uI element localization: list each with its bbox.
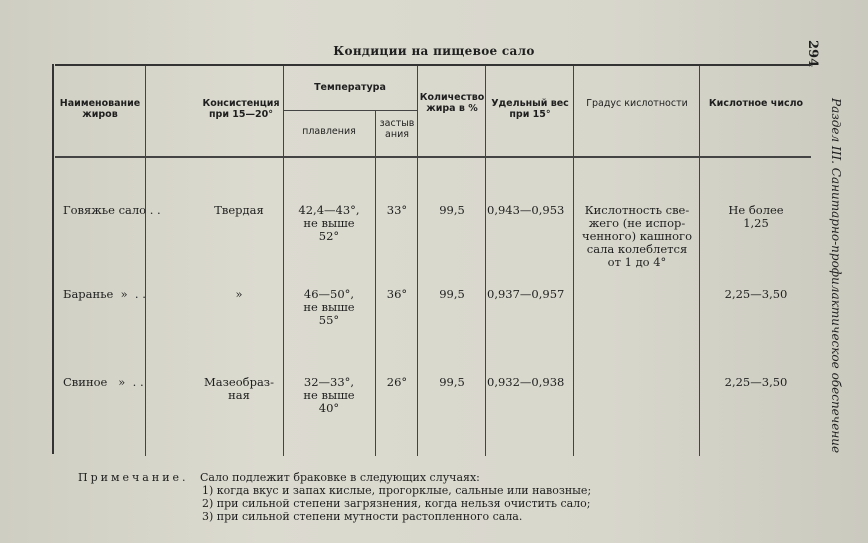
row2-solidification: 36°: [386, 287, 408, 301]
row1-fat: 99,5: [439, 203, 465, 217]
note-item: 2) при сильной степени загрязнения, когда нельзя очистить сало;: [202, 497, 591, 510]
note-intro: Сало подлежит браковке в следующих случаях:: [200, 471, 480, 484]
page-number: 294: [805, 40, 820, 68]
header-solidification: застывания: [379, 118, 415, 140]
col-divider: [485, 66, 486, 456]
row1-melting: 42,4—43°, не выше 52°: [298, 203, 360, 243]
note-label: Примечание.: [78, 471, 189, 484]
row3-consistency: Мазеобраз- ная: [204, 375, 274, 402]
col-divider: [417, 66, 418, 456]
temp-subheader-rule: [283, 110, 417, 111]
row3-acid-number: 2,25—3,50: [724, 375, 788, 389]
header-fat: Количество жира в %: [419, 92, 485, 114]
col-divider: [145, 66, 146, 456]
row3-name: Свиное » . .: [63, 375, 144, 389]
row1-acidity: Кислотность све- жего (не испор- ченного) кашного сала колеблется от 1 до 4°: [581, 203, 693, 269]
row1-solidification: 33°: [386, 203, 408, 217]
col-divider: [699, 66, 700, 456]
table-title: Кондиции на пищевое сало: [333, 44, 535, 58]
header-temperature: Температура: [314, 82, 386, 93]
header-rule: [55, 156, 811, 158]
note-item: 3) при сильной степени мутности растопленного сала.: [202, 510, 523, 523]
row3-fat: 99,5: [439, 375, 465, 389]
row2-melting: 46—50°, не выше 55°: [303, 287, 355, 327]
header-name: Наименование жиров: [59, 98, 141, 120]
row2-acid-number: 2,25—3,50: [724, 287, 788, 301]
row1-gravity: 0,943—0,953: [487, 203, 565, 217]
header-melting: плавления: [302, 126, 356, 137]
row1-consistency: Твердая: [214, 203, 264, 217]
running-title: Раздел III. Санитарно-профилактическое обеспечение: [829, 98, 843, 454]
header-gravity: Удельный вес при 15°: [491, 98, 569, 120]
row1-acid-number: Не более 1,25: [728, 203, 784, 230]
row3-solidification: 26°: [386, 375, 408, 389]
header-consistency: Консистенция при 15—20°: [202, 98, 280, 120]
row2-gravity: 0,937—0,957: [487, 287, 565, 301]
col-divider: [573, 66, 574, 456]
row2-fat: 99,5: [439, 287, 465, 301]
header-acid-number: Кислотное число: [708, 98, 804, 109]
note-item: 1) когда вкус и запах кислые, прогорклые, сальные или навозные;: [202, 484, 592, 497]
row2-consistency: »: [235, 287, 243, 301]
header-acidity: Градус кислотности: [586, 98, 688, 109]
row3-melting: 32—33°, не выше 40°: [303, 375, 355, 415]
row1-name: Говяжье сало . .: [63, 203, 161, 217]
col-divider: [375, 110, 376, 456]
row3-gravity: 0,932—0,938: [487, 375, 565, 389]
conditions-table: [55, 64, 811, 456]
table-left-border: [52, 64, 54, 454]
row2-name: Баранье » . .: [63, 287, 146, 301]
